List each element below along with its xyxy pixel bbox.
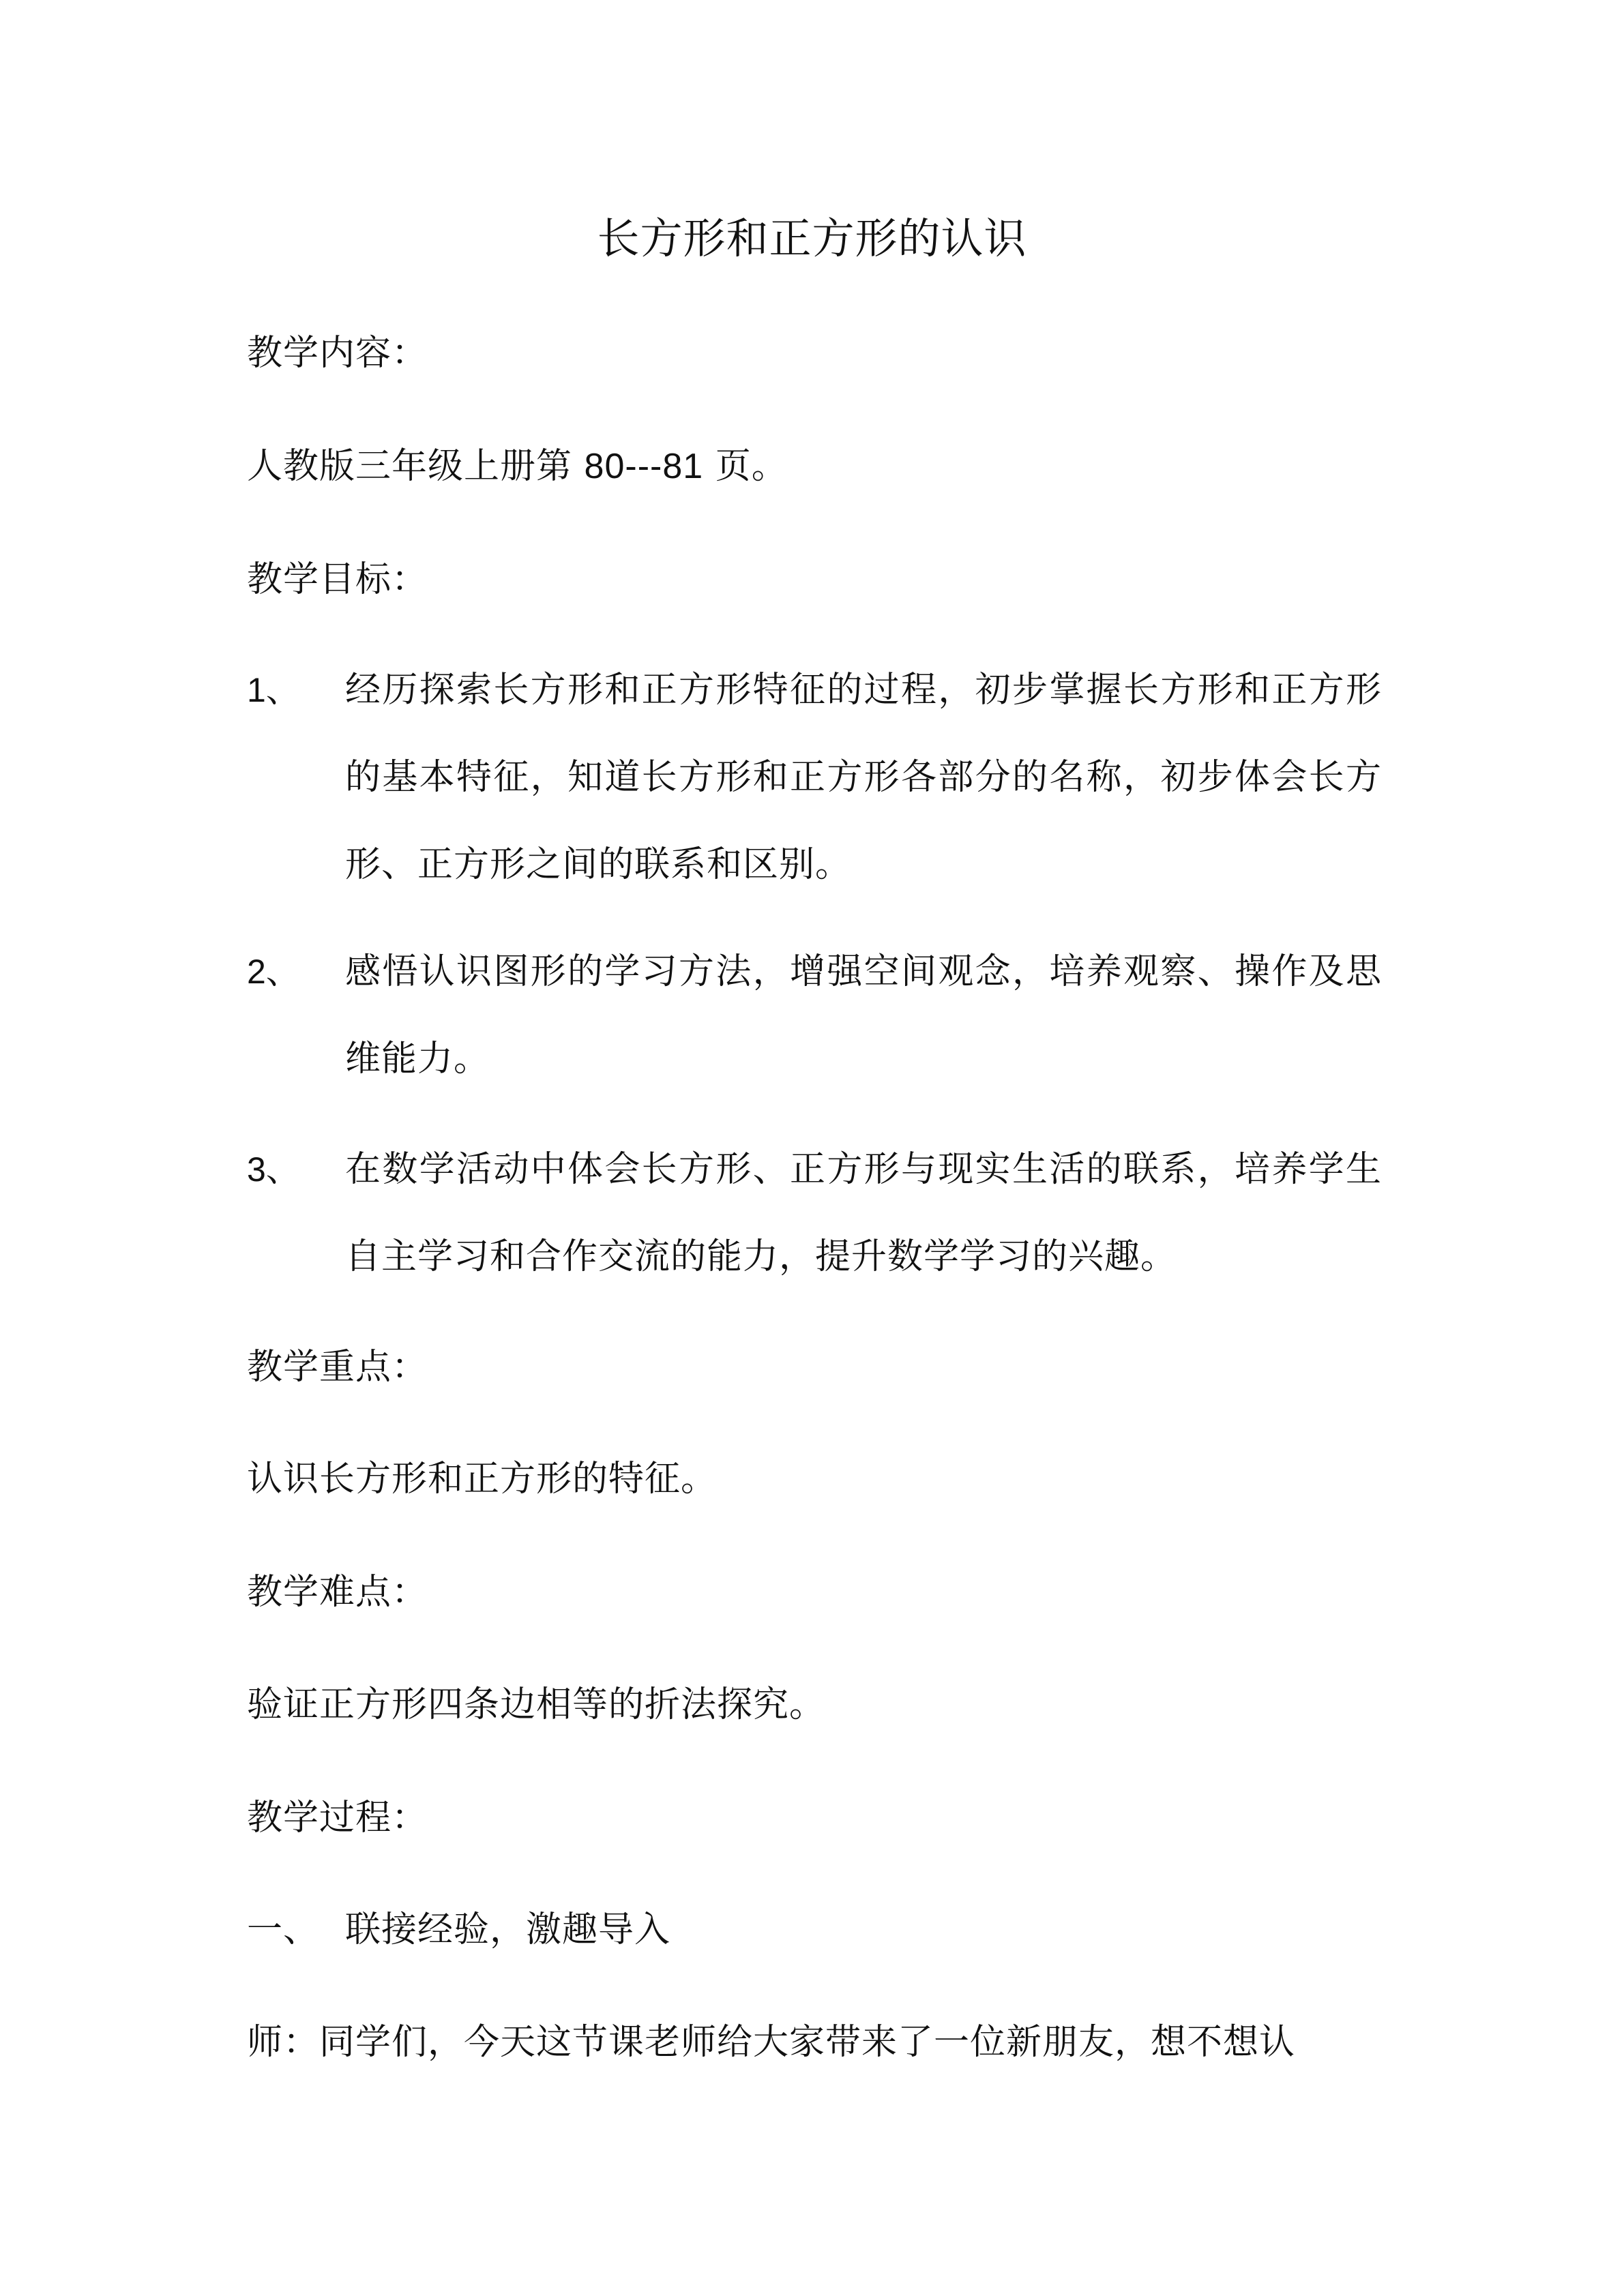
key-text: 认识长方形和正方形的特征。 (247, 1459, 718, 1500)
process-heading: 教学过程： (247, 1798, 428, 1838)
key-heading: 教学重点： (247, 1347, 428, 1388)
goal-number: 1、 (247, 671, 300, 709)
goal-text: 经历探索长方形和正方形特征的过程，初步掌握长方形和正方形的基本特征，知道长方形和正方形各部分的名称，初步体会长方形、正方形之间的联系和区别。 (345, 670, 1382, 885)
difficulty-heading: 教学难点： (247, 1572, 428, 1613)
goal-text: 感悟认识图形的学习方法，增强空间观念，培养观察、操作及思维能力。 (345, 951, 1382, 1079)
document-title: 长方形和正方形的认识 (597, 213, 1027, 263)
section-number: 一、 (247, 1909, 320, 1950)
section-title: 联接经验，激趣导入 (345, 1909, 671, 1950)
goals-heading: 教学目标： (247, 559, 428, 600)
goal-text: 在数学活动中体会长方形、正方形与现实生活的联系，培养学生自主学习和合作交流的能力，提升数学学习的兴趣。 (345, 1149, 1382, 1277)
content-text (247, 439, 788, 494)
goal-number: 2、 (247, 953, 300, 991)
teacher-line: 师：同学们，今天这节课老师给大家带来了一位新朋友，想不想认 (247, 2022, 1296, 2063)
content-prefix: 人教版三年级上册第 (247, 446, 585, 487)
goal-number: 3、 (247, 1150, 300, 1189)
content-suffix: 页。 (703, 446, 788, 487)
difficulty-text: 验证正方形四条边相等的折法探究。 (247, 1684, 826, 1725)
content-heading: 教学内容： (247, 333, 428, 374)
content-pages: 80---81 (584, 447, 704, 486)
